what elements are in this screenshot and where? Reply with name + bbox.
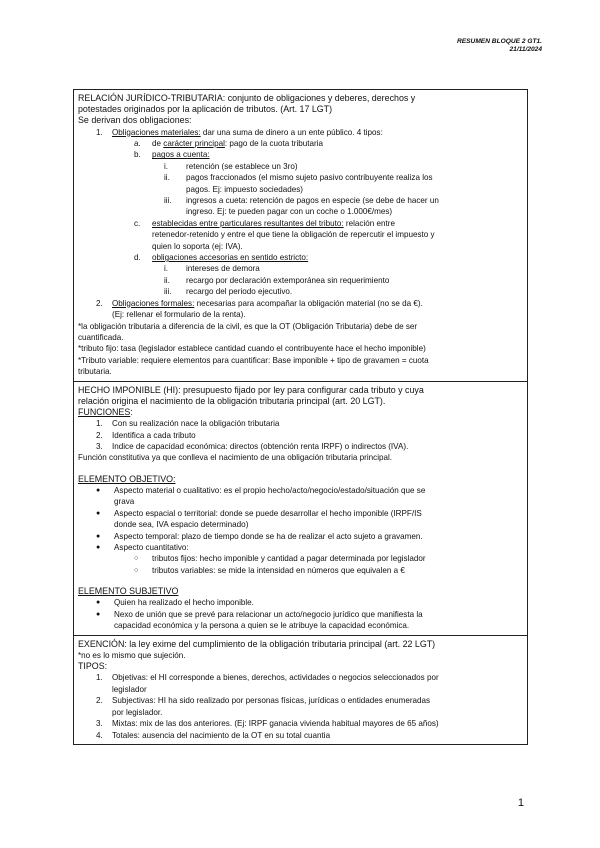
list-item: iii. ingresos a cueta: retención de pagos en especie (se debe de hacer un ingreso. Ej: te pueden pagar con un coche o 1.000€/mes) — [164, 196, 439, 217]
subheading: TIPOS: — [78, 661, 108, 672]
bullet-icon: ● — [96, 610, 101, 618]
list-item: ii. recargo por declaración extemporánea sin requerimiento — [164, 275, 390, 285]
list-item: ● Aspecto cuantitativo: — [96, 543, 189, 553]
list-item: d. obligaciones accesorias en sentido estricto: — [134, 253, 309, 263]
bullet-icon: ● — [96, 544, 101, 552]
list-item: 1. Objetivas: el HI corresponde a bienes, derechos, actividades o negocios seleccionados por legislador — [96, 673, 439, 694]
bullet-icon: ● — [96, 486, 101, 494]
list-item: ● Quien ha realizado el hecho imponible. — [96, 598, 254, 608]
note: *no es lo mismo que sujeción. — [78, 650, 186, 660]
list-item: 2. Identifica a cada tributo — [96, 430, 196, 440]
intro-text: Se derivan dos obligaciones: — [78, 115, 192, 126]
section-title-cont: relación origina el nacimiento de la obligación tributaria principal (art. 20 LGT). — [78, 395, 386, 406]
section-title-cont: potestades originados por la aplicación de tributos. (Art. 17 LGT) — [78, 104, 333, 115]
list-item: iii. recargo del periodo ejecutivo. — [164, 287, 293, 297]
header-date: 21/11/2024 — [509, 46, 542, 53]
list-item: i. retención (se establece un 3ro) — [164, 161, 298, 171]
list-item: 1. Obligaciones materiales: dar una suma de dinero a un ente público. 4 tipos: — [96, 127, 383, 137]
circle-icon: ○ — [134, 566, 139, 574]
list-item: ● Aspecto material o cualitativo: es el propio hecho/acto/negocio/estado/situación que se grava — [96, 485, 426, 507]
list-item: ○ tributos fijos: hecho imponible y cantidad a pagar determinada por legislador — [134, 554, 426, 564]
subheading: ELEMENTO SUBJETIVO — [78, 586, 179, 597]
summary-table — [73, 89, 528, 745]
list-item: c. establecidas entre particulares resultantes del tributo: relación entre retenedor-retenido y entre el que tiene la obligación de repercutir el impuesto y quien lo soporta (ej: IVA). — [134, 218, 435, 251]
list-item: ○ tributos variables: se mide la intensidad en números que equivalen a € — [134, 565, 405, 575]
page-number: 1 — [517, 797, 524, 809]
list-item: 2. Obligaciones formales: necesarias para acompañar la obligación material (no se da €). (Ej: rellenar el formulario de la renta). — [96, 298, 423, 320]
section-title: EXENCIÓN: la ley exime del cumplimiento de la obligación tributaria principal (art. 22 LGT) — [78, 638, 436, 649]
list-item: 4. Totales: ausencia del nacimiento de la OT en su total cuantia — [96, 730, 331, 740]
note: *la obligación tributaria a diferencia de la civil, es que la OT (Obligación Tributaria) debe de ser cuantificada. — [78, 321, 418, 342]
bullet-icon: ● — [96, 509, 101, 517]
list-item: 1. Con su realización nace la obligación tributaria — [96, 419, 280, 429]
list-item: a. de carácter principal: pago de la cuota tributaria — [134, 139, 323, 149]
note: *tributo fijo: tasa (legislador establece cantidad cuando el contribuyente hace el hecho imponible) — [78, 344, 426, 354]
header-title: RESUMEN BLOQUE 2 GT1. — [457, 38, 542, 45]
section-title: RELACIÓN JURÍDICO-TRIBUTARIA: conjunto de obligaciones y deberes, derechos y — [78, 93, 416, 103]
page-header — [457, 38, 542, 54]
list-item: 3. Mixtas: mix de las dos anteriores. (Ej: IRPF ganacia vivienda habitual mayores de 65 años) — [96, 719, 439, 729]
list-item: ● Aspecto temporal: plazo de tiempo donde se ha de realizar el acto sujeto a gravamen. — [96, 531, 423, 541]
list-item: ii. pagos fraccionados (el mismo sujeto pasivo contribuyente realiza los pagos. Ej: impuesto sociedades) — [164, 173, 433, 194]
list-item: 3. Indice de capacidad económica: directos (obtención renta IRPF) o indirectos (IVA). — [96, 441, 409, 451]
bullet-icon: ● — [96, 532, 101, 540]
list-item: b. pagos a cuenta: — [134, 150, 210, 160]
section-relacion-juridico-tributaria — [74, 90, 527, 381]
bullet-icon: ● — [96, 599, 101, 607]
section-exencion — [74, 635, 527, 744]
list-item: ● Nexo de unión que se prevé para relacionar un acto/negocio jurídico que manifiesta la capacidad económica y la persona a quien se le atribuye la capacidad económica. — [96, 609, 423, 631]
paragraph: Función constitutiva ya que conlleva el nacimiento de una obligación tributaria principal. — [78, 453, 393, 463]
circle-icon: ○ — [134, 555, 139, 563]
subheading: ELEMENTO OBJETIVO: — [78, 473, 176, 484]
list-item: 2. Subjectivas: HI ha sido realizado por personas físicas, jurídicas o entidades enumeradas por legislador. — [96, 696, 431, 717]
section-title: HECHO IMPONIBLE (HI): presupuesto fijado por ley para configurar cada tributo y cuya — [78, 384, 424, 395]
section-hecho-imponible — [74, 381, 527, 635]
list-item: i. intereses de demora — [164, 264, 260, 274]
note: *Tributo variable: requiere elementos para cuantificar: Base imponible + tipo de gravamen = cuota tributaria. — [78, 355, 429, 377]
list-item: ● Aspecto espacial o territorial: donde se puede desarrollar el hecho imponible (IRPF/IS donde sea, IVA espacio determinado) — [96, 508, 422, 530]
subheading: FUNCIONES: — [78, 406, 133, 417]
